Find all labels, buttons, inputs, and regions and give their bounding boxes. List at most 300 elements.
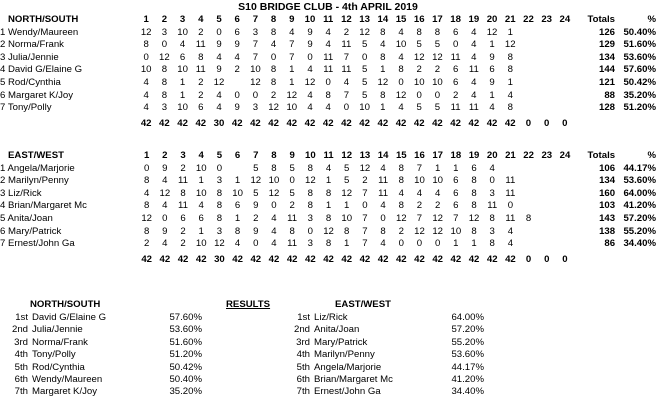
board-score: 0 bbox=[361, 51, 368, 63]
board-sum: 42 bbox=[377, 253, 389, 265]
board-score: 6 bbox=[453, 175, 459, 187]
board-score: 4 bbox=[325, 102, 331, 114]
board-number-header: 19 bbox=[468, 150, 480, 161]
section-heading: NORTH/SOUTH bbox=[8, 14, 79, 25]
board-score: 11 bbox=[178, 200, 189, 212]
board-sum: 42 bbox=[413, 117, 425, 129]
board-score: 6 bbox=[179, 51, 186, 63]
board-score: 6 bbox=[453, 187, 459, 199]
board-score: 2 bbox=[234, 64, 240, 76]
board-score: 2 bbox=[198, 26, 204, 38]
board-score: 10 bbox=[359, 102, 370, 114]
board-score bbox=[520, 163, 538, 176]
board-score: 12 bbox=[214, 238, 225, 250]
result-pair-name: Margaret K/Joy bbox=[32, 386, 98, 398]
board-score: 12 bbox=[141, 212, 152, 224]
board-score: 11 bbox=[450, 102, 461, 114]
board-score: 5 bbox=[253, 162, 259, 174]
board-score: 10 bbox=[195, 238, 207, 250]
result-pair-name: Brian/Margaret Mc bbox=[314, 374, 393, 386]
board-number-header: 15 bbox=[395, 150, 407, 161]
board-score bbox=[519, 27, 537, 40]
board-score: 1 bbox=[344, 238, 350, 250]
board-score: 1 bbox=[344, 200, 350, 212]
board-score: 8 bbox=[270, 26, 277, 38]
board-number-header: 7 bbox=[253, 150, 259, 161]
board-sum: 0 bbox=[562, 117, 568, 129]
result-row bbox=[282, 386, 484, 398]
board-score bbox=[556, 90, 574, 103]
result-percent: 35.20% bbox=[169, 386, 202, 398]
board-score: 8 bbox=[471, 200, 477, 212]
board-number-header: 12 bbox=[341, 14, 352, 25]
board-score bbox=[538, 77, 556, 90]
results-ns-heading: NORTH/SOUTH bbox=[30, 299, 101, 310]
board-score: 0 bbox=[434, 238, 441, 250]
board-score: 8 bbox=[271, 162, 277, 174]
board-number-header: 11 bbox=[323, 14, 334, 25]
board-score: 11 bbox=[178, 175, 189, 187]
board-score bbox=[538, 163, 556, 176]
board-score bbox=[228, 77, 246, 90]
board-score: 1 bbox=[289, 76, 295, 88]
board-score: 4 bbox=[216, 102, 222, 114]
pair-total: 138 bbox=[599, 225, 616, 237]
board-score: 4 bbox=[343, 76, 350, 88]
board-score: 1 bbox=[453, 162, 459, 174]
pair-total: 88 bbox=[604, 89, 615, 101]
board-number-header: 20 bbox=[486, 14, 498, 25]
board-number-header: 14 bbox=[377, 150, 389, 161]
board-score: 11 bbox=[323, 51, 334, 63]
board-score: 2 bbox=[180, 238, 186, 250]
board-score: 10 bbox=[140, 64, 152, 76]
board-score: 8 bbox=[380, 225, 386, 237]
board-sum: 0 bbox=[525, 117, 532, 129]
pair-total: 143 bbox=[599, 212, 616, 224]
board-score: 8 bbox=[180, 187, 186, 199]
results-ew-heading: EAST/WEST bbox=[335, 299, 391, 310]
board-score: 11 bbox=[323, 64, 334, 76]
board-number-header: 15 bbox=[395, 14, 407, 25]
board-sum: 42 bbox=[177, 117, 188, 129]
pair-name: 3 Julia/Jennie bbox=[0, 51, 59, 63]
board-score: 8 bbox=[325, 238, 332, 250]
board-score: 3 bbox=[252, 26, 259, 38]
board-number-header: 14 bbox=[377, 14, 389, 25]
board-number-header: 12 bbox=[341, 150, 353, 161]
board-score: 5 bbox=[361, 64, 368, 76]
page-title: S10 BRIDGE CLUB - 4th APRIL 2019 bbox=[238, 1, 418, 13]
board-score: 6 bbox=[234, 200, 241, 212]
board-score: 7 bbox=[343, 51, 350, 63]
board-score: 0 bbox=[289, 175, 295, 187]
board-score: 4 bbox=[471, 76, 477, 88]
board-score: 11 bbox=[341, 64, 352, 76]
board-score: 0 bbox=[271, 200, 277, 212]
board-score: 12 bbox=[250, 76, 261, 88]
board-score: 12 bbox=[377, 76, 389, 88]
results-ns-table bbox=[0, 312, 202, 399]
board-score: 4 bbox=[398, 51, 404, 63]
board-score bbox=[556, 200, 574, 213]
board-score: 8 bbox=[489, 238, 495, 250]
board-score: 5 bbox=[416, 102, 422, 114]
board-score: 4 bbox=[162, 200, 168, 212]
board-score: 7 bbox=[289, 51, 295, 63]
board-score: 6 bbox=[198, 212, 204, 224]
board-score: 0 bbox=[507, 200, 514, 212]
board-score: 8 bbox=[525, 212, 532, 224]
result-pair-name: Mary/Patrick bbox=[314, 336, 368, 348]
board-score: 10 bbox=[177, 64, 188, 76]
board-score: 4 bbox=[398, 187, 404, 199]
result-pair-name: Rod/Cynthia bbox=[32, 361, 85, 373]
sum-spacer bbox=[615, 115, 656, 132]
board-score: 9 bbox=[234, 102, 240, 114]
result-row bbox=[0, 324, 202, 336]
result-rank: 5th bbox=[296, 361, 310, 373]
board-score: 11 bbox=[505, 175, 516, 187]
percent-header: % bbox=[647, 14, 656, 25]
board-number-header: 2 bbox=[161, 14, 168, 25]
board-score: 8 bbox=[507, 51, 513, 63]
board-score: 8 bbox=[216, 200, 223, 212]
board-score: 8 bbox=[489, 212, 495, 224]
board-score: 11 bbox=[450, 51, 461, 63]
result-percent: 57.20% bbox=[451, 324, 484, 336]
board-score: 6 bbox=[471, 162, 477, 174]
board-score: 1 bbox=[471, 238, 477, 250]
board-score: 4 bbox=[179, 39, 186, 51]
board-score: 4 bbox=[325, 162, 332, 174]
board-number-header: 16 bbox=[414, 150, 425, 161]
board-score: 11 bbox=[468, 102, 479, 114]
board-score: 8 bbox=[307, 187, 314, 199]
board-score: 8 bbox=[289, 225, 295, 237]
result-percent: 64.00% bbox=[451, 312, 484, 323]
results-title: RESULTS bbox=[226, 299, 271, 310]
board-score bbox=[519, 39, 537, 52]
board-score: 7 bbox=[343, 89, 350, 101]
pair-name: 6 Margaret K/Joy bbox=[0, 89, 74, 101]
result-percent: 34.40% bbox=[451, 386, 484, 398]
pair-total: 134 bbox=[599, 175, 616, 187]
pair-total: 134 bbox=[598, 51, 615, 63]
result-pair-name: Julia/Jennie bbox=[32, 324, 83, 336]
pair-name: 5 Rod/Cynthia bbox=[0, 76, 61, 88]
board-score: 8 bbox=[161, 89, 168, 101]
result-rank: 5th bbox=[14, 361, 28, 373]
board-number-header: 13 bbox=[359, 150, 371, 161]
board-score bbox=[538, 64, 556, 77]
board-score: 8 bbox=[398, 175, 404, 187]
board-score bbox=[556, 226, 574, 239]
board-score: 1 bbox=[325, 175, 332, 187]
board-score: 0 bbox=[398, 238, 404, 250]
board-score: 11 bbox=[341, 39, 352, 51]
board-score: 3 bbox=[161, 102, 168, 114]
pair-percent: 50.40% bbox=[623, 26, 656, 38]
board-score: 10 bbox=[232, 187, 243, 199]
board-score: 0 bbox=[416, 89, 422, 101]
board-sum: 42 bbox=[432, 253, 443, 265]
pair-percent: 41.20% bbox=[623, 200, 656, 212]
board-score: 1 bbox=[198, 175, 204, 187]
board-number-header: 21 bbox=[505, 150, 516, 161]
board-score: 4 bbox=[507, 238, 514, 250]
board-score: 5 bbox=[289, 187, 295, 199]
pair-name: 4 Brian/Margaret Mc bbox=[0, 200, 87, 212]
board-score: 2 bbox=[452, 89, 459, 101]
board-score: 12 bbox=[213, 76, 225, 88]
pair-percent: 53.60% bbox=[623, 51, 656, 63]
board-score bbox=[538, 226, 556, 239]
board-score bbox=[519, 77, 537, 90]
board-sum: 0 bbox=[562, 253, 568, 265]
board-score: 10 bbox=[395, 39, 407, 51]
totals-header: Totals bbox=[587, 150, 616, 161]
board-score: 8 bbox=[143, 39, 149, 51]
result-percent: 50.42% bbox=[169, 361, 202, 373]
board-sum: 42 bbox=[141, 253, 152, 265]
board-sum: 42 bbox=[395, 117, 407, 129]
board-score: 4 bbox=[416, 187, 423, 199]
board-score: 1 bbox=[507, 76, 513, 88]
pair-name: 6 Mary/Patrick bbox=[0, 225, 62, 237]
board-score: 5 bbox=[289, 162, 295, 174]
pair-total: 121 bbox=[598, 76, 615, 88]
board-score: 2 bbox=[198, 76, 204, 88]
board-score: 6 bbox=[452, 64, 459, 76]
board-score: 8 bbox=[307, 162, 314, 174]
board-score: 7 bbox=[416, 162, 423, 174]
board-score: 2 bbox=[362, 175, 368, 187]
result-row bbox=[0, 349, 202, 361]
board-score: 12 bbox=[413, 51, 425, 63]
board-score: 12 bbox=[159, 51, 170, 63]
board-score: 8 bbox=[507, 102, 513, 114]
board-score: 9 bbox=[216, 39, 222, 51]
header-row bbox=[0, 150, 656, 163]
board-score: 8 bbox=[380, 51, 386, 63]
board-score: 3 bbox=[216, 175, 223, 187]
pair-percent: 51.20% bbox=[623, 102, 656, 114]
board-sum: 42 bbox=[377, 117, 389, 129]
board-score: 10 bbox=[432, 175, 443, 187]
pair-row bbox=[0, 200, 656, 213]
board-score: 0 bbox=[252, 89, 259, 101]
board-number-header: 17 bbox=[432, 14, 443, 25]
board-score bbox=[520, 175, 538, 188]
pair-percent: 50.42% bbox=[623, 76, 656, 88]
board-score bbox=[556, 163, 574, 176]
board-score: 8 bbox=[234, 225, 241, 237]
result-row bbox=[0, 362, 202, 374]
results-ew-table bbox=[282, 312, 484, 399]
board-score: 5 bbox=[434, 102, 441, 114]
board-sum: 0 bbox=[525, 253, 532, 265]
board-score: 8 bbox=[270, 76, 277, 88]
board-score: 12 bbox=[268, 102, 279, 114]
board-score: 9 bbox=[489, 51, 495, 63]
board-number-header: 1 bbox=[143, 14, 149, 25]
board-score: 4 bbox=[471, 26, 477, 38]
result-row bbox=[282, 337, 484, 349]
result-pair-name: Liz/Rick bbox=[314, 312, 348, 323]
pair-row bbox=[0, 188, 656, 201]
board-score: 4 bbox=[489, 162, 495, 174]
board-score: 8 bbox=[270, 64, 277, 76]
board-score: 11 bbox=[287, 238, 298, 250]
board-score: 2 bbox=[398, 225, 404, 237]
board-score: 6 bbox=[452, 76, 459, 88]
board-score: 9 bbox=[162, 162, 168, 174]
board-score bbox=[519, 102, 537, 115]
board-number-header: 7 bbox=[252, 14, 259, 25]
board-score: 1 bbox=[234, 175, 241, 187]
board-score: 8 bbox=[507, 64, 513, 76]
board-score: 1 bbox=[325, 200, 332, 212]
board-score: 10 bbox=[413, 76, 425, 88]
east-west-score-table bbox=[0, 150, 656, 268]
board-number-header: 20 bbox=[486, 150, 498, 161]
pair-percent: 44.17% bbox=[623, 162, 656, 174]
board-score: 11 bbox=[195, 64, 206, 76]
totals-header: Totals bbox=[587, 14, 615, 25]
pair-percent: 64.00% bbox=[623, 187, 656, 199]
board-number-header: 3 bbox=[180, 150, 186, 161]
board-number-header: 9 bbox=[289, 150, 295, 161]
result-row bbox=[0, 374, 202, 386]
board-score bbox=[538, 175, 556, 188]
board-score: 7 bbox=[362, 225, 368, 237]
board-sum: 42 bbox=[450, 253, 462, 265]
board-score: 2 bbox=[143, 238, 150, 250]
board-score: 3 bbox=[307, 212, 314, 224]
board-score: 12 bbox=[286, 89, 298, 101]
board-score: 8 bbox=[325, 187, 332, 199]
board-score: 0 bbox=[162, 212, 168, 224]
board-score: 10 bbox=[450, 225, 462, 237]
pair-total: 129 bbox=[598, 39, 615, 51]
board-score: 1 bbox=[489, 89, 495, 101]
board-score: 7 bbox=[362, 187, 368, 199]
board-sum: 42 bbox=[414, 253, 425, 265]
result-pair-name: Tony/Polly bbox=[32, 349, 76, 361]
board-score: 4 bbox=[434, 187, 441, 199]
board-score: 11 bbox=[468, 64, 479, 76]
board-score: 4 bbox=[380, 162, 386, 174]
result-row bbox=[282, 312, 484, 324]
board-score: 12 bbox=[304, 76, 316, 88]
pair-row bbox=[0, 52, 656, 65]
board-sum: 42 bbox=[359, 253, 371, 265]
board-score: 0 bbox=[216, 162, 223, 174]
board-score: 4 bbox=[380, 238, 386, 250]
board-score bbox=[556, 188, 574, 201]
board-score: 8 bbox=[143, 200, 150, 212]
board-score: 8 bbox=[325, 212, 332, 224]
board-sum: 42 bbox=[231, 117, 243, 129]
board-score: 12 bbox=[432, 212, 443, 224]
board-sum: 42 bbox=[286, 253, 298, 265]
board-score: 1 bbox=[234, 212, 241, 224]
board-sum: 42 bbox=[468, 117, 480, 129]
board-score: 10 bbox=[268, 175, 280, 187]
board-score: 6 bbox=[452, 26, 459, 38]
board-score: 11 bbox=[287, 212, 298, 224]
pair-total: 86 bbox=[604, 238, 616, 250]
board-score: 0 bbox=[161, 39, 168, 51]
board-score: 11 bbox=[487, 200, 498, 212]
board-sum: 42 bbox=[195, 253, 207, 265]
board-score bbox=[538, 200, 556, 213]
pair-row bbox=[0, 90, 656, 103]
board-score: 11 bbox=[505, 187, 516, 199]
board-score: 10 bbox=[432, 76, 443, 88]
board-score: 4 bbox=[270, 39, 277, 51]
board-score: 9 bbox=[253, 225, 259, 237]
board-score: 10 bbox=[195, 162, 207, 174]
board-score: 10 bbox=[177, 26, 188, 38]
board-score: 8 bbox=[325, 89, 331, 101]
percent-header: % bbox=[647, 150, 656, 161]
board-score: 2 bbox=[270, 89, 277, 101]
board-score: 7 bbox=[453, 212, 459, 224]
board-score: 2 bbox=[180, 225, 186, 237]
board-score: 8 bbox=[416, 26, 422, 38]
board-score: 0 bbox=[416, 238, 423, 250]
board-score: 0 bbox=[253, 238, 259, 250]
pair-row bbox=[0, 102, 656, 115]
board-score: 1 bbox=[380, 64, 386, 76]
board-score: 4 bbox=[143, 89, 149, 101]
board-score: 2 bbox=[198, 89, 204, 101]
board-score bbox=[538, 52, 556, 65]
board-score: 0 bbox=[398, 76, 404, 88]
board-score: 10 bbox=[177, 102, 188, 114]
result-row bbox=[0, 386, 202, 398]
board-score: 12 bbox=[159, 187, 171, 199]
board-score: 8 bbox=[143, 225, 150, 237]
board-score: 8 bbox=[344, 225, 350, 237]
board-score: 5 bbox=[361, 89, 368, 101]
result-percent: 44.17% bbox=[451, 361, 484, 373]
pair-name: 2 Marilyn/Penny bbox=[0, 175, 69, 187]
pair-name: 3 Liz/Rick bbox=[0, 187, 42, 199]
board-number-header: 4 bbox=[198, 14, 204, 25]
board-sum: 42 bbox=[195, 117, 207, 129]
pair-row bbox=[0, 213, 656, 226]
board-score: 5 bbox=[344, 175, 350, 187]
result-row bbox=[282, 374, 484, 386]
board-score: 8 bbox=[216, 187, 223, 199]
pair-name: 7 Ernest/John Ga bbox=[0, 238, 75, 250]
board-score: 0 bbox=[307, 51, 313, 63]
board-score: 4 bbox=[271, 212, 277, 224]
board-score: 8 bbox=[380, 89, 386, 101]
board-score: 0 bbox=[234, 89, 240, 101]
sum-spacer bbox=[0, 251, 138, 268]
board-sum: 42 bbox=[305, 253, 316, 265]
result-rank: 3rd bbox=[14, 336, 28, 348]
pair-name: 1 Wendy/Maureen bbox=[0, 26, 79, 38]
board-number-header: 19 bbox=[468, 14, 480, 25]
board-number-header: 13 bbox=[359, 14, 370, 25]
board-score bbox=[556, 175, 574, 188]
pair-percent: 55.20% bbox=[623, 225, 656, 237]
